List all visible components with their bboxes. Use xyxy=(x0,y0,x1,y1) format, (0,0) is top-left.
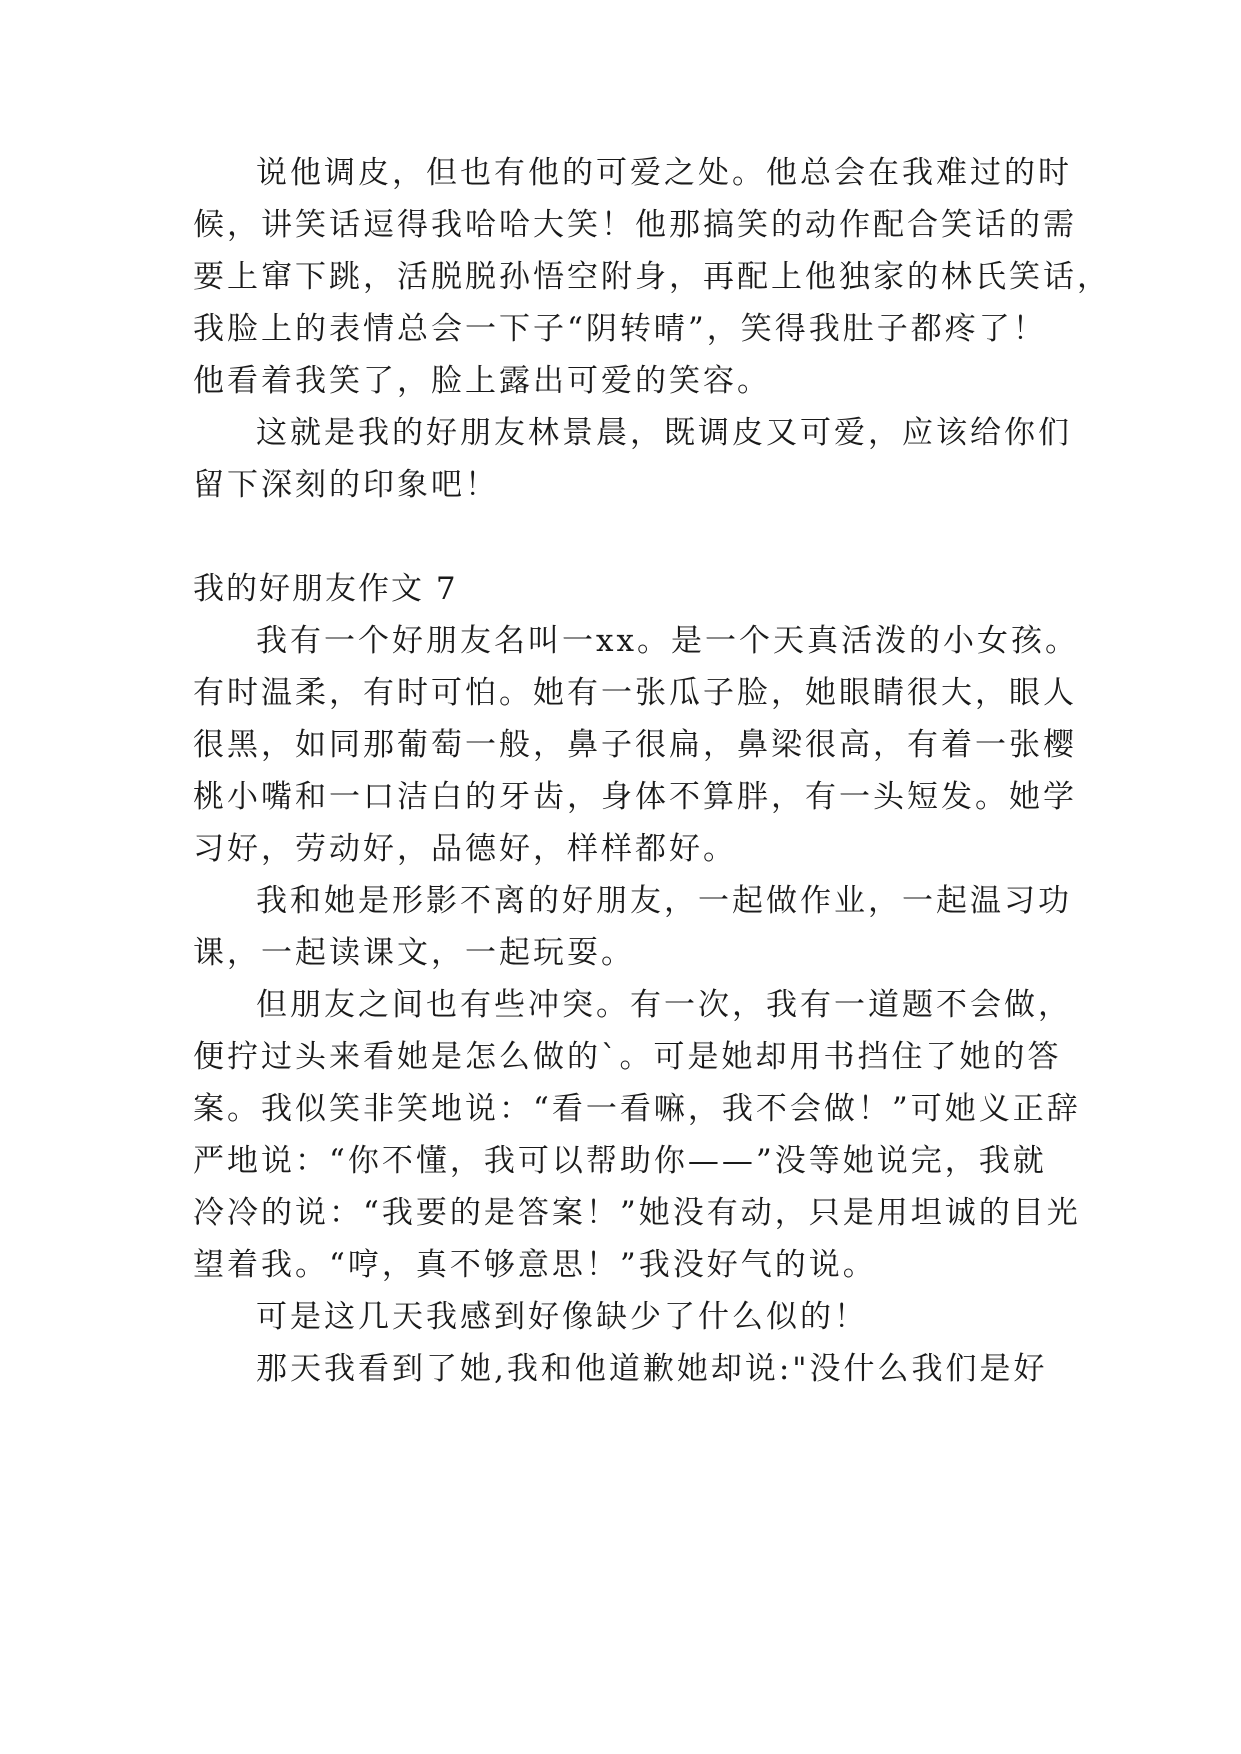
paragraph-line: 可是这几天我感到好像缺少了什么似的！ xyxy=(256,1299,868,1335)
paragraph-line: 留下深刻的印象吧！ xyxy=(193,467,499,503)
paragraph-line: 严地说：“你不懂，我可以帮助你——”没等她说完，我就 xyxy=(193,1143,1047,1179)
paragraph-line: 我脸上的表情总会一下子“阴转晴”，笑得我肚子都疼了！ xyxy=(193,311,1047,347)
paragraph-line: 习好，劳动好，品德好，样样都好。 xyxy=(193,831,737,867)
paragraph-line: 这就是我的好朋友林景晨，既调皮又可爱，应该给你们 xyxy=(256,415,1072,451)
paragraph-line: 他看着我笑了，脸上露出可爱的笑容。 xyxy=(193,363,771,399)
paragraph-line: 我有一个好朋友名叫一xx。是一个天真活泼的小女孩。 xyxy=(256,623,1079,659)
paragraph-line: 那天我看到了她,我和他道歉她却说:"没什么我们是好 xyxy=(256,1351,1048,1387)
paragraph-line: 冷冷的说：“我要的是答案！”她没有动，只是用坦诚的目光 xyxy=(193,1195,1081,1231)
paragraph-line: 课，一起读课文，一起玩耍。 xyxy=(193,935,635,971)
paragraph-line: 案。我似笑非笑地说：“看一看嘛，我不会做！”可她义正辞 xyxy=(193,1091,1081,1127)
paragraph-line: 候，讲笑话逗得我哈哈大笑！他那搞笑的动作配合笑话的需 xyxy=(193,207,1077,243)
paragraph-line: 我和她是形影不离的好朋友，一起做作业，一起温习功 xyxy=(256,883,1072,919)
paragraph-line: 很黑，如同那葡萄一般，鼻子很扁，鼻梁很高，有着一张樱 xyxy=(193,727,1077,763)
paragraph-line: 但朋友之间也有些冲突。有一次，我有一道题不会做， xyxy=(256,987,1072,1023)
paragraph-line: 有时温柔，有时可怕。她有一张瓜子脸，她眼睛很大，眼人 xyxy=(193,675,1077,711)
paragraph-line: 要上窜下跳，活脱脱孙悟空附身，再配上他独家的林氏笑话， xyxy=(193,259,1111,295)
paragraph-line: 便拧过头来看她是怎么做的`。可是她却用书挡住了她的答 xyxy=(193,1039,1062,1075)
paragraph-line: 望着我。“哼，真不够意思！”我没好气的说。 xyxy=(193,1247,877,1283)
paragraph-line: 桃小嘴和一口洁白的牙齿，身体不算胖，有一头短发。她学 xyxy=(193,779,1077,815)
section-heading: 我的好朋友作文 7 xyxy=(193,571,458,607)
paragraph-line: 说他调皮，但也有他的可爱之处。他总会在我难过的时 xyxy=(256,155,1072,191)
